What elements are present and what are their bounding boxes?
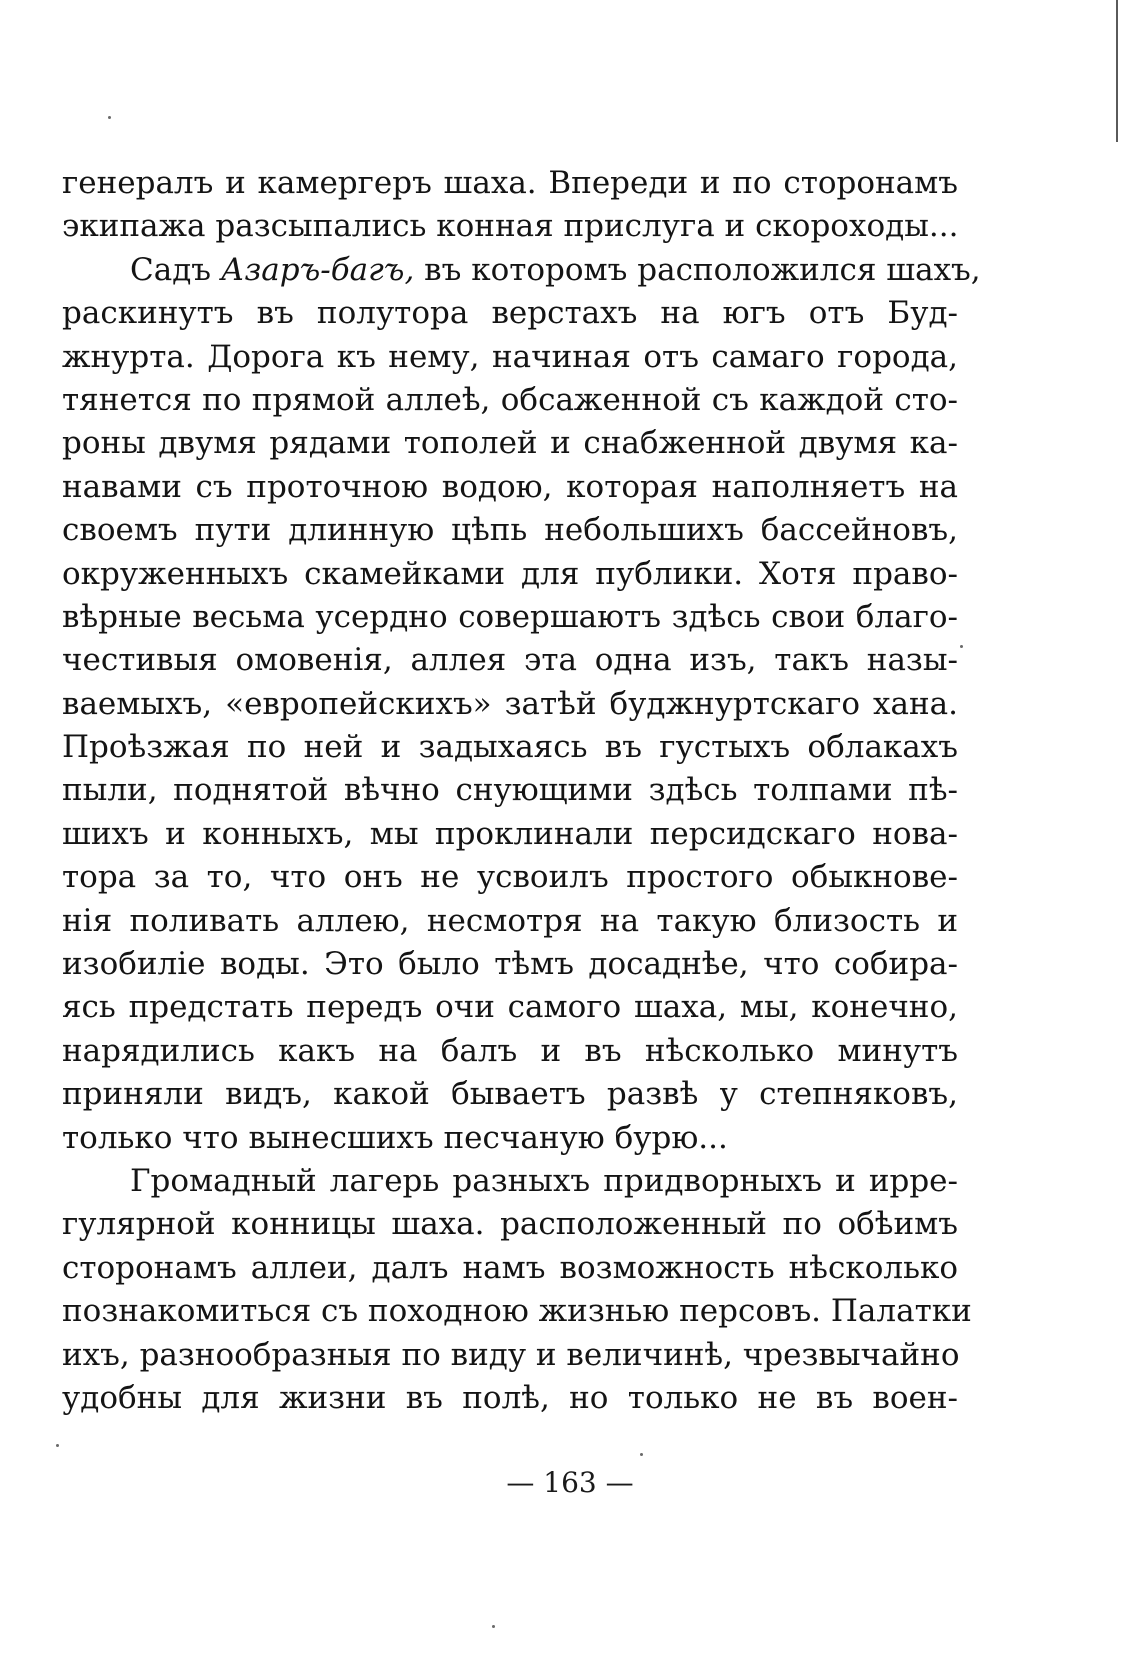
text-line: приняли видъ, какой бываетъ развѣ у степняковъ, [62, 1076, 958, 1113]
body-text [62, 162, 981, 1420]
text-line: познакомиться съ походною жизнью персовъ. Палатки [62, 1293, 972, 1330]
print-speck [108, 116, 111, 119]
text-line: навами съ проточною водою, которая наполняетъ на [62, 468, 958, 505]
text-line [62, 249, 981, 292]
text-line: своемъ пути длинную цѣпь небольшихъ бассейновъ, [62, 512, 958, 549]
text-line: ихъ, разнообразныя по виду и величинѣ, чрезвычайно [62, 1336, 960, 1373]
text-line: раскинутъ въ полутора верстахъ на югъ отъ Буд- [62, 295, 958, 332]
text-line: ваемыхъ, «европейскихъ» затѣй буджнуртскаго хана. [62, 685, 958, 722]
page-number: — 163 — [506, 1466, 634, 1499]
text-line: Громадный лагерь разныхъ придворныхъ и ирре- [130, 1162, 958, 1199]
text-line: нарядились какъ на балъ и въ нѣсколько минутъ [62, 1032, 958, 1069]
text-line: сторонамъ аллеи, далъ намъ возможность нѣсколько [62, 1249, 958, 1286]
text-line: гулярной конницы шаха. расположенный по обѣимъ [62, 1206, 958, 1243]
page-edge-line [1116, 0, 1118, 142]
text-line: честивыя омовенія, аллея эта одна изъ, такъ назы- [62, 642, 958, 679]
text-line: тора за то, что онъ не усвоилъ простого обыкнове- [62, 859, 958, 896]
text-line: нія поливать аллею, несмотря на такую близость и [62, 902, 958, 939]
text-segment: въ которомъ расположился шахъ, [414, 251, 981, 288]
text-segment: Садъ [130, 251, 221, 288]
text-line: изобиліе воды. Это было тѣмъ досаднѣе, что собира- [62, 946, 958, 983]
print-speck [640, 1453, 643, 1456]
text-line: генералъ и камергеръ шаха. Впереди и по сторонамъ [62, 165, 958, 201]
text-line: удобны для жизни въ полѣ, но только не въ воен- [62, 1379, 958, 1416]
text-line: жнурта. Дорога къ нему, начиная отъ самаго города, [62, 338, 958, 375]
text-line: тянется по прямой аллеѣ, обсаженной съ каждой сто- [62, 381, 958, 418]
italic-place-name: Азаръ-багъ, [220, 251, 415, 288]
print-speck [492, 1625, 495, 1628]
print-speck [960, 645, 963, 648]
text-line: роны двумя рядами тополей и снабженной двумя ка- [62, 425, 958, 462]
text-line: шихъ и конныхъ, мы проклинали персидскаго нова- [62, 815, 958, 852]
text-line: вѣрные весьма усердно совершаютъ здѣсь свои благо- [62, 598, 958, 635]
text-line: Проѣзжая по ней и задыхаясь въ густыхъ облакахъ [62, 729, 958, 766]
print-speck [56, 1444, 59, 1447]
text-line: только что вынесшихъ песчаную бурю... [62, 1119, 728, 1156]
text-line: ясь предстать передъ очи самого шаха, мы, конечно, [62, 989, 958, 1026]
text-line: пыли, поднятой вѣчно снующими здѣсь толпами пѣ- [62, 772, 958, 809]
text-line: экипажа разсыпались конная прислуга и скороходы... [62, 208, 959, 245]
text-line: окруженныхъ скамейками для публики. Хотя право- [62, 555, 958, 592]
